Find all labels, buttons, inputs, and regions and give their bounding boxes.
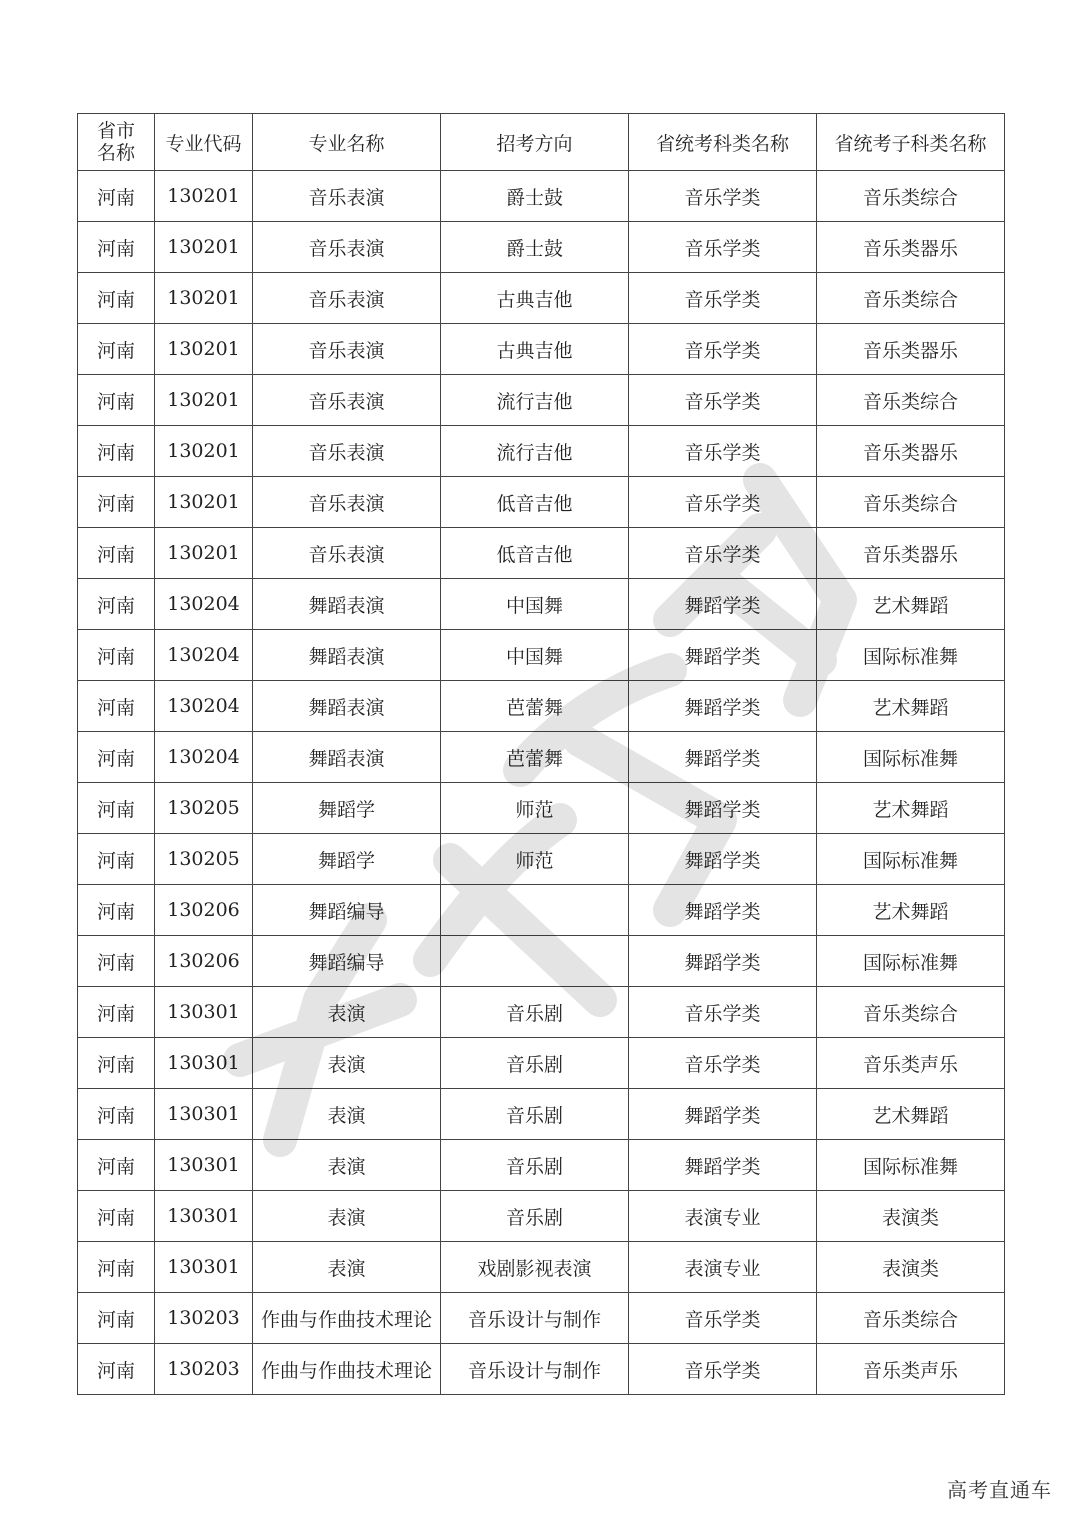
cell-major-name: 表演	[253, 1089, 441, 1140]
cell-exam-subcategory: 艺术舞蹈	[817, 885, 1005, 936]
cell-major-code: 130301	[155, 1242, 253, 1293]
cell-major-code: 130301	[155, 987, 253, 1038]
cell-exam-category: 舞蹈学类	[629, 936, 817, 987]
cell-direction: 中国舞	[441, 579, 629, 630]
cell-province: 河南	[78, 426, 155, 477]
table-row	[78, 1191, 1005, 1242]
cell-major-name: 表演	[253, 1191, 441, 1242]
cell-province: 河南	[78, 1191, 155, 1242]
cell-major-name: 音乐表演	[253, 375, 441, 426]
cell-direction: 戏剧影视表演	[441, 1242, 629, 1293]
table-row	[78, 1293, 1005, 1344]
cell-province: 河南	[78, 579, 155, 630]
cell-exam-subcategory: 音乐类器乐	[817, 222, 1005, 273]
cell-major-code: 130204	[155, 579, 253, 630]
cell-major-code: 130201	[155, 528, 253, 579]
table-row	[78, 477, 1005, 528]
cell-direction: 低音吉他	[441, 528, 629, 579]
cell-major-name: 舞蹈学	[253, 834, 441, 885]
cell-province: 河南	[78, 1038, 155, 1089]
cell-province: 河南	[78, 783, 155, 834]
cell-major-name: 舞蹈表演	[253, 579, 441, 630]
cell-exam-category: 音乐学类	[629, 273, 817, 324]
cell-province: 河南	[78, 681, 155, 732]
cell-direction: 流行吉他	[441, 426, 629, 477]
cell-major-code: 130205	[155, 834, 253, 885]
table-row	[78, 936, 1005, 987]
cell-major-code: 130301	[155, 1038, 253, 1089]
admission-table	[77, 113, 1005, 1395]
cell-exam-category: 音乐学类	[629, 528, 817, 579]
cell-direction: 音乐设计与制作	[441, 1344, 629, 1395]
cell-major-code: 130201	[155, 273, 253, 324]
footer-brand-text: 高考直通车	[947, 1478, 1052, 1502]
cell-province: 河南	[78, 630, 155, 681]
cell-major-name: 音乐表演	[253, 171, 441, 222]
cell-exam-subcategory: 音乐类器乐	[817, 426, 1005, 477]
admission-table-container	[77, 113, 1004, 1395]
cell-province: 河南	[78, 834, 155, 885]
table-row	[78, 885, 1005, 936]
cell-exam-subcategory: 艺术舞蹈	[817, 579, 1005, 630]
cell-major-code: 130201	[155, 171, 253, 222]
cell-exam-subcategory: 国际标准舞	[817, 1140, 1005, 1191]
table-row	[78, 579, 1005, 630]
table-row	[78, 1140, 1005, 1191]
cell-major-name: 音乐表演	[253, 324, 441, 375]
cell-exam-category: 音乐学类	[629, 1344, 817, 1395]
cell-major-code: 130201	[155, 426, 253, 477]
cell-exam-subcategory: 表演类	[817, 1191, 1005, 1242]
cell-major-name: 音乐表演	[253, 426, 441, 477]
cell-major-name: 舞蹈编导	[253, 936, 441, 987]
cell-exam-category: 舞蹈学类	[629, 732, 817, 783]
cell-major-name: 舞蹈表演	[253, 630, 441, 681]
cell-direction	[441, 936, 629, 987]
cell-major-name: 表演	[253, 1242, 441, 1293]
table-row	[78, 783, 1005, 834]
cell-major-name: 音乐表演	[253, 273, 441, 324]
cell-direction: 爵士鼓	[441, 171, 629, 222]
cell-direction: 音乐剧	[441, 1038, 629, 1089]
cell-exam-subcategory: 国际标准舞	[817, 936, 1005, 987]
cell-exam-subcategory: 艺术舞蹈	[817, 681, 1005, 732]
cell-exam-subcategory: 音乐类器乐	[817, 324, 1005, 375]
cell-major-code: 130301	[155, 1089, 253, 1140]
cell-exam-category: 舞蹈学类	[629, 783, 817, 834]
cell-exam-category: 音乐学类	[629, 426, 817, 477]
cell-direction: 爵士鼓	[441, 222, 629, 273]
cell-direction: 芭蕾舞	[441, 732, 629, 783]
cell-exam-category: 音乐学类	[629, 171, 817, 222]
cell-major-code: 130206	[155, 936, 253, 987]
cell-direction: 音乐设计与制作	[441, 1293, 629, 1344]
cell-exam-subcategory: 音乐类器乐	[817, 528, 1005, 579]
header-direction: 招考方向	[441, 114, 629, 171]
cell-major-code: 130204	[155, 681, 253, 732]
header-major-name: 专业名称	[253, 114, 441, 171]
cell-major-name: 舞蹈表演	[253, 681, 441, 732]
cell-major-name: 舞蹈编导	[253, 885, 441, 936]
cell-province: 河南	[78, 477, 155, 528]
cell-province: 河南	[78, 1089, 155, 1140]
cell-exam-category: 音乐学类	[629, 987, 817, 1038]
cell-exam-subcategory: 音乐类综合	[817, 477, 1005, 528]
cell-exam-subcategory: 国际标准舞	[817, 630, 1005, 681]
cell-exam-category: 舞蹈学类	[629, 1140, 817, 1191]
table-row	[78, 630, 1005, 681]
header-major-code: 专业代码	[155, 114, 253, 171]
header-province-line1: 省市	[96, 120, 135, 142]
table-row	[78, 426, 1005, 477]
cell-direction: 音乐剧	[441, 1140, 629, 1191]
cell-major-name: 舞蹈学	[253, 783, 441, 834]
cell-province: 河南	[78, 1242, 155, 1293]
header-exam-subcategory: 省统考子科类名称	[817, 114, 1005, 171]
cell-exam-subcategory: 艺术舞蹈	[817, 783, 1005, 834]
cell-exam-subcategory: 音乐类声乐	[817, 1038, 1005, 1089]
table-row	[78, 834, 1005, 885]
cell-province: 河南	[78, 375, 155, 426]
cell-direction: 流行吉他	[441, 375, 629, 426]
cell-exam-subcategory: 音乐类综合	[817, 375, 1005, 426]
header-province	[78, 114, 155, 171]
cell-major-name: 音乐表演	[253, 222, 441, 273]
cell-major-name: 音乐表演	[253, 528, 441, 579]
table-row	[78, 1038, 1005, 1089]
cell-exam-category: 舞蹈学类	[629, 579, 817, 630]
cell-exam-category: 音乐学类	[629, 375, 817, 426]
cell-major-name: 作曲与作曲技术理论	[253, 1293, 441, 1344]
cell-exam-category: 音乐学类	[629, 324, 817, 375]
cell-province: 河南	[78, 987, 155, 1038]
table-row	[78, 1344, 1005, 1395]
cell-exam-subcategory: 音乐类综合	[817, 273, 1005, 324]
cell-province: 河南	[78, 885, 155, 936]
header-exam-category: 省统考科类名称	[629, 114, 817, 171]
cell-direction: 师范	[441, 783, 629, 834]
cell-province: 河南	[78, 273, 155, 324]
cell-exam-subcategory: 艺术舞蹈	[817, 1089, 1005, 1140]
cell-province: 河南	[78, 1140, 155, 1191]
cell-exam-category: 音乐学类	[629, 222, 817, 273]
cell-major-name: 表演	[253, 987, 441, 1038]
cell-direction: 芭蕾舞	[441, 681, 629, 732]
table-body	[78, 171, 1005, 1395]
table-header-row	[78, 114, 1005, 171]
cell-direction: 古典吉他	[441, 324, 629, 375]
header-province-line2: 名称	[96, 142, 135, 164]
cell-exam-category: 表演专业	[629, 1242, 817, 1293]
cell-exam-subcategory: 音乐类综合	[817, 171, 1005, 222]
cell-major-code: 130201	[155, 375, 253, 426]
table-row	[78, 171, 1005, 222]
cell-major-name: 音乐表演	[253, 477, 441, 528]
cell-direction: 音乐剧	[441, 1191, 629, 1242]
cell-major-code: 130203	[155, 1344, 253, 1395]
cell-province: 河南	[78, 171, 155, 222]
cell-province: 河南	[78, 1293, 155, 1344]
cell-exam-subcategory: 表演类	[817, 1242, 1005, 1293]
cell-province: 河南	[78, 528, 155, 579]
cell-exam-category: 舞蹈学类	[629, 1089, 817, 1140]
table-row	[78, 987, 1005, 1038]
cell-province: 河南	[78, 732, 155, 783]
cell-direction: 师范	[441, 834, 629, 885]
cell-exam-subcategory: 音乐类综合	[817, 1293, 1005, 1344]
cell-exam-category: 音乐学类	[629, 1038, 817, 1089]
table-row	[78, 375, 1005, 426]
cell-province: 河南	[78, 324, 155, 375]
table-row	[78, 222, 1005, 273]
cell-exam-category: 舞蹈学类	[629, 630, 817, 681]
cell-province: 河南	[78, 936, 155, 987]
cell-major-code: 130301	[155, 1140, 253, 1191]
cell-exam-subcategory: 音乐类综合	[817, 987, 1005, 1038]
cell-major-code: 130205	[155, 783, 253, 834]
cell-exam-category: 舞蹈学类	[629, 885, 817, 936]
cell-direction: 古典吉他	[441, 273, 629, 324]
cell-major-code: 130203	[155, 1293, 253, 1344]
table-row	[78, 1089, 1005, 1140]
cell-major-name: 舞蹈表演	[253, 732, 441, 783]
cell-direction: 低音吉他	[441, 477, 629, 528]
cell-major-name: 作曲与作曲技术理论	[253, 1344, 441, 1395]
cell-exam-category: 表演专业	[629, 1191, 817, 1242]
cell-major-code: 130204	[155, 630, 253, 681]
cell-major-code: 130201	[155, 222, 253, 273]
table-row	[78, 273, 1005, 324]
cell-exam-category: 舞蹈学类	[629, 681, 817, 732]
cell-major-name: 表演	[253, 1140, 441, 1191]
cell-direction	[441, 885, 629, 936]
cell-exam-category: 音乐学类	[629, 477, 817, 528]
cell-direction: 音乐剧	[441, 1089, 629, 1140]
cell-major-code: 130206	[155, 885, 253, 936]
cell-major-name: 表演	[253, 1038, 441, 1089]
cell-major-code: 130301	[155, 1191, 253, 1242]
cell-major-code: 130204	[155, 732, 253, 783]
cell-exam-category: 舞蹈学类	[629, 834, 817, 885]
cell-exam-subcategory: 音乐类声乐	[817, 1344, 1005, 1395]
table-row	[78, 528, 1005, 579]
table-row	[78, 681, 1005, 732]
cell-direction: 音乐剧	[441, 987, 629, 1038]
table-row	[78, 1242, 1005, 1293]
cell-exam-category: 音乐学类	[629, 1293, 817, 1344]
cell-exam-subcategory: 国际标准舞	[817, 834, 1005, 885]
cell-province: 河南	[78, 222, 155, 273]
cell-exam-subcategory: 国际标准舞	[817, 732, 1005, 783]
cell-major-code: 130201	[155, 324, 253, 375]
table-row	[78, 732, 1005, 783]
cell-major-code: 130201	[155, 477, 253, 528]
cell-province: 河南	[78, 1344, 155, 1395]
cell-direction: 中国舞	[441, 630, 629, 681]
table-row	[78, 324, 1005, 375]
